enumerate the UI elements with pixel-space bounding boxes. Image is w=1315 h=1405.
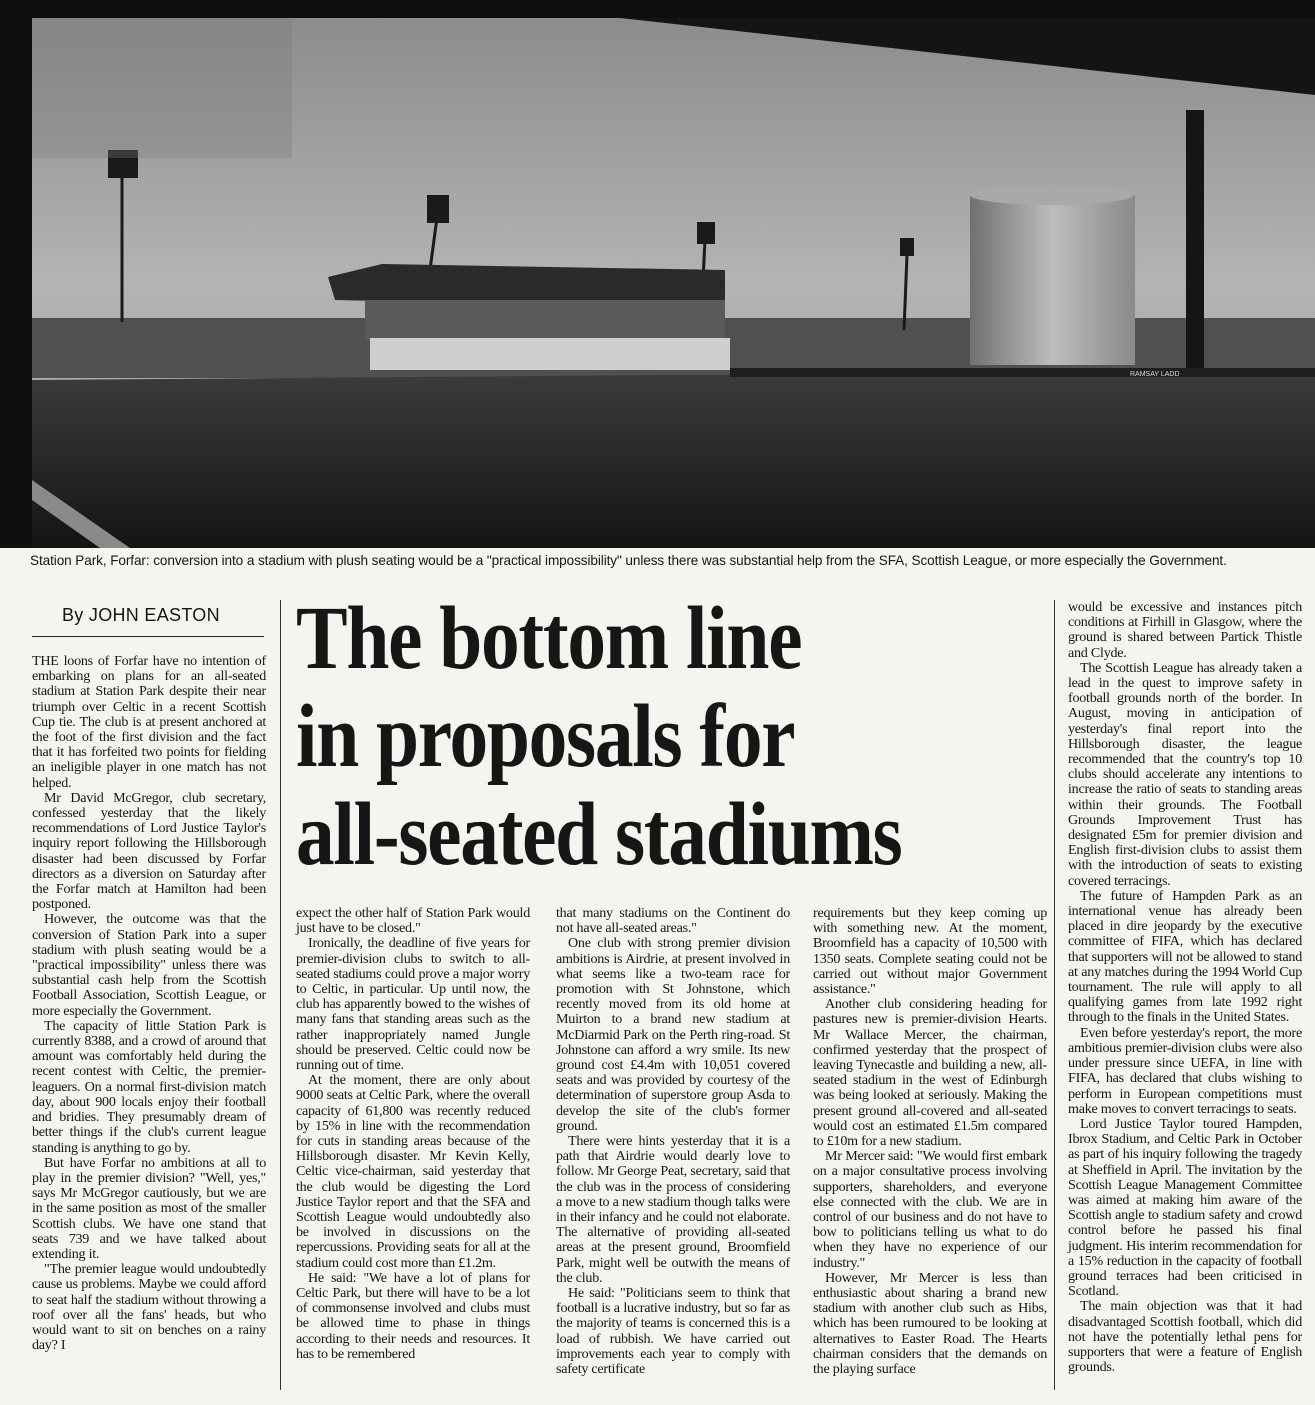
paragraph: expect the other half of Station Park would just have to be closed." bbox=[296, 905, 530, 937]
paragraph: The main objection was that it had disadvantaged Scottish football, which did not have the potentially lethal pens for supporters that were a feature of English grounds. bbox=[1068, 1298, 1302, 1376]
paragraph: Ironically, the deadline of five years for premier-division clubs to switch to all-seated stadiums could prove a major worry to Celtic, in particular. Up until now, the club has apparently bowed to the wishes of many fans that standing areas such as the rather inappropriately named Jungle should be preserved. Celtic could now be running out of time. bbox=[296, 935, 530, 1074]
paragraph: that many stadiums on the Continent do not have all-seated areas." bbox=[556, 905, 790, 937]
board-text: RAMSAY LADD bbox=[1130, 371, 1180, 378]
headline-line-2: in proposals for bbox=[296, 687, 795, 786]
paragraph: requirements but they keep coming up with something new. At the moment, Broomfield has a capacity of 10,500 with 1350 seats. Complete seating could not be carried out without major Government assistance." bbox=[813, 905, 1047, 998]
headline-line-1: The bottom line bbox=[296, 589, 802, 688]
paragraph: At the moment, there are only about 9000 seats at Celtic Park, where the overall capacity of 61,800 was recently reduced by 15% in line with the recommendation for cuts in standing areas because of the Hillsborough disaster. Mr Kevin Kelly, Celtic vice-chairman, said yesterday that the club would be digesting the Lord Justice Taylor report and that the SFA and Scottish League would undoubtedly also be involved in discussions on the repercussions. Providing seats for all at the stadium could cost more than £1.2m. bbox=[296, 1072, 530, 1271]
headline bbox=[296, 590, 932, 884]
paragraph: Mr Mercer said: "We would first embark on a major consultative process involving supporters, shareholders, and everyone else connected with the club. We are in control of our business and do not have to bow to politicians telling us what to do when they have no experience of our industry." bbox=[813, 1148, 1047, 1271]
paragraph: The capacity of little Station Park is currently 8388, and a crowd of around that amount was comfortably held during the recent contest with Celtic, the premier-leaguers. On a normal first-division match day, about 900 locals enjoy their football and bridies. They presumably dream of better things if the club's current league standing is anything to go by. bbox=[32, 1017, 266, 1156]
paragraph: However, the outcome was that the conversion of Station Park into a super stadium with plush seating would be a "practical impossibility" unless there was substantial cash help from the Scottish Football Association, Scottish League, or more especially the Government. bbox=[32, 911, 266, 1019]
stadium-photo bbox=[0, 0, 1315, 548]
article-column-3 bbox=[556, 906, 790, 1377]
byline: By JOHN EASTON bbox=[62, 605, 220, 625]
paragraph: would be excessive and instances pitch conditions at Firhill in Glasgow, where the ground is shared between Partick Thistle and Clyde. bbox=[1068, 599, 1302, 661]
paragraph: There were hints yesterday that it is a path that Airdrie would dearly love to follow. Mr George Peat, secretary, said that the club was in the process of considering a move to a new stadium though talks were in their infancy and he could not elaborate. The alternative of providing all-seated areas at the present ground, Broomfield Park, might well be outwith the means of the club. bbox=[556, 1133, 790, 1286]
paragraph: He said: "Politicians seem to think that football is a lucrative industry, but so far as the majority of teams is concerned this is a load of rubbish. We have carried out improvements each year to comply with safety certificate bbox=[556, 1285, 790, 1378]
headline-line-3: all-seated stadiums bbox=[296, 785, 902, 884]
paragraph: He said: "We have a lot of plans for Celtic Park, but there will have to be a lot of commonsense involved and clubs must be allowed time to phase in things according to their needs and resources. It has to be remembered bbox=[296, 1269, 530, 1362]
column-rule bbox=[280, 600, 281, 1390]
byline-rule bbox=[32, 636, 264, 637]
article-column-5 bbox=[1068, 600, 1302, 1375]
column-rule bbox=[1054, 600, 1055, 1390]
article-column-1 bbox=[32, 654, 266, 1353]
paragraph: Another club considering heading for pastures new is premier-division Hearts. Mr Wallace Mercer, the chairman, confirmed yesterday that the prospect of leaving Tynecastle and building a new, all-seated stadium in the west of Edinburgh was being looked at seriously. Making the present ground all-covered and all-seated would cost an estimated £1.5m compared to £10m for a new stadium. bbox=[813, 996, 1047, 1150]
paragraph: One club with strong premier division ambitions is Airdrie, at present involved in what seems like a two-team race for promotion with St Johnstone, which recently moved from its old home at Muirton to a brand new stadium at McDiarmid Park on the Perth ring-road. St Johnstone can afford a wry smile. Its new ground cost £4.4m with 10,051 covered seats and was provided by courtesy of the determination of superstore group Asda to develop the site of the club's former ground. bbox=[556, 935, 790, 1134]
paragraph: Mr David McGregor, club secretary, confessed yesterday that the likely recommendations of Lord Justice Taylor's inquiry report following the Hillsborough disaster had been discussed by Forfar directors as a diversion on Saturday after the Forfar match at Hamilton had been postponed. bbox=[32, 789, 266, 913]
stadium-photo-image bbox=[0, 0, 1315, 548]
paragraph: THE loons of Forfar have no intention of embarking on plans for an all-seated stadium at Station Park despite their near triumph over Celtic in a recent Scottish Cup tie. The club is at present anchored at the foot of the first division and the fact that it has forfeited two points for fielding an ineligible player in one match has not helped. bbox=[32, 653, 266, 791]
paragraph: Even before yesterday's report, the more ambitious premier-division clubs were also under pressure since UEFA, in line with FIFA, has declared that clubs wishing to perform in European competitions must make moves to convert terracings to seats. bbox=[1068, 1024, 1302, 1117]
paragraph: However, Mr Mercer is less than enthusiastic about sharing a brand new stadium with another club such as Hibs, which has been rumoured to be looking at alternatives to Easter Road. The Hearts chairman considers that the demands on the playing surface bbox=[813, 1269, 1047, 1378]
paragraph: The Scottish League has already taken a lead in the quest to improve safety in football grounds north of the border. In August, moving in anticipation of yesterday's final report into the Hillsborough disaster, the league recommended that the country's top 10 clubs should accelerate any intentions to increase the ratio of seats to standing areas within their grounds. The Football Grounds Improvement Trust has designated £5m for premier division and English first-division clubs to assist them with the introduction of seats to existing covered terracings. bbox=[1068, 659, 1302, 889]
paragraph: The future of Hampden Park as an international venue has already been placed in dire jeopardy by the executive committee of FIFA, which has declared that supporters will not be allowed to stand at any matches during the 1994 World Cup tournament. The rule will apply to all qualifying games from late 1992 right through to the finals in the United States. bbox=[1068, 887, 1302, 1026]
paragraph: "The premier league would undoubtedly cause us problems. Maybe we could afford to seat half the stadium without throwing a roof over all the fans' heads, but who would want to sit on benches on a rainy day? I bbox=[32, 1261, 266, 1354]
photo-caption: Station Park, Forfar: conversion into a stadium with plush seating would be a "practical impossibility" unless there was substantial help from the SFA, Scottish League, or more especially the Government. bbox=[30, 553, 1227, 568]
paragraph: But have Forfar no ambitions at all to play in the premier division? "Well, yes," says Mr McGregor cautiously, but we are in the same position as most of the smaller Scottish clubs. We have one stand that seats 739 and we have talked about extending it. bbox=[32, 1154, 266, 1262]
article-column-2 bbox=[296, 906, 530, 1362]
paragraph: Lord Justice Taylor toured Hampden, Ibrox Stadium, and Celtic Park in October as part of his inquiry following the tragedy at Sheffield in April. The invitation by the Scottish League Management Committee was aimed at making him aware of the Scottish angle to stadium safety and crowd control before he passed his final judgment. His interim recommendation for a 15% reduction in the capacity of football ground terraces had been criticised in Scotland. bbox=[1068, 1115, 1302, 1300]
article-column-4 bbox=[813, 906, 1047, 1377]
